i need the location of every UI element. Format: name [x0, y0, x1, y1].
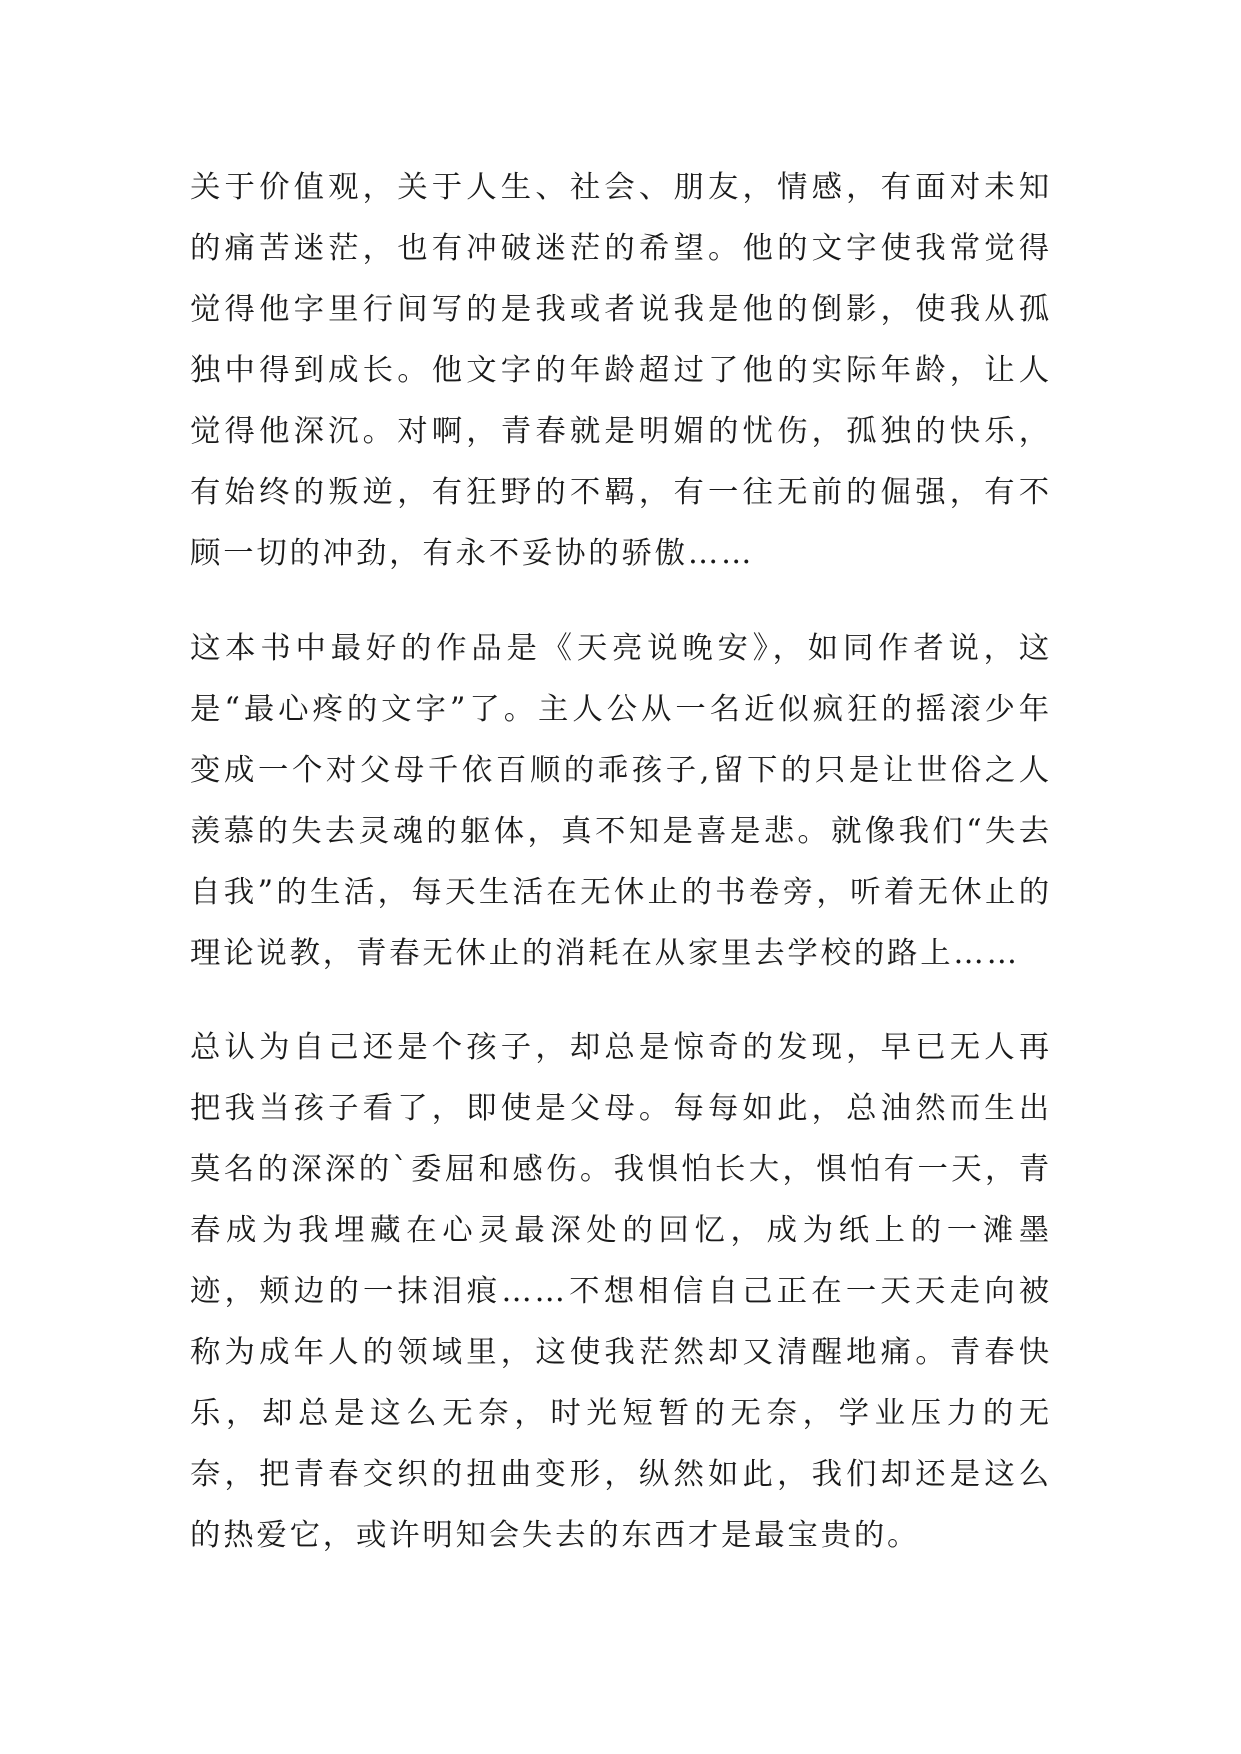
paragraph-1: 关于价值观，关于人生、社会、朋友，情感，有面对未知的痛苦迷茫，也有冲破迷茫的希望。他的文字使我常觉得觉得他字里行间写的是我或者说我是他的倒影，使我从孤独中得到成长。他文字的年龄超过了他的实际年龄，让人觉得他深沉。对啊，青春就是明媚的忧伤，孤独的快乐，有始终的叛逆，有狂野的不羁，有一往无前的倔强，有不顾一切的冲劲，有永不妥协的骄傲……	[190, 170, 1052, 571]
paragraph-2: 这本书中最好的作品是《天亮说晚安》，如同作者说，这是“最心疼的文字”了。主人公从一名近似疯狂的摇滚少年变成一个对父母千依百顺的乖孩子,留下的只是让世俗之人羡慕的失去灵魂的躯体，真不知是喜是悲。就像我们“失去自我”的生活，每天生活在无休止的书卷旁，听着无休止的理论说教，青春无休止的消耗在从家里去学校的路上……	[190, 631, 1052, 971]
paragraph-3: 总认为自己还是个孩子，却总是惊奇的发现，早已无人再把我当孩子看了，即使是父母。每每如此，总油然而生出莫名的深深的`委屈和感伤。我惧怕长大，惧怕有一天，青春成为我埋藏在心灵最深处的回忆，成为纸上的一滩墨迹，颊边的一抹泪痕……不想相信自己正在一天天走向被称为成年人的领域里，这使我茫然却又清醒地痛。青春快乐，却总是这么无奈，时光短暂的无奈，学业压力的无奈，把青春交织的扭曲变形，纵然如此，我们却还是这么的热爱它，或许明知会失去的东西才是最宝贵的。	[190, 1030, 1052, 1553]
